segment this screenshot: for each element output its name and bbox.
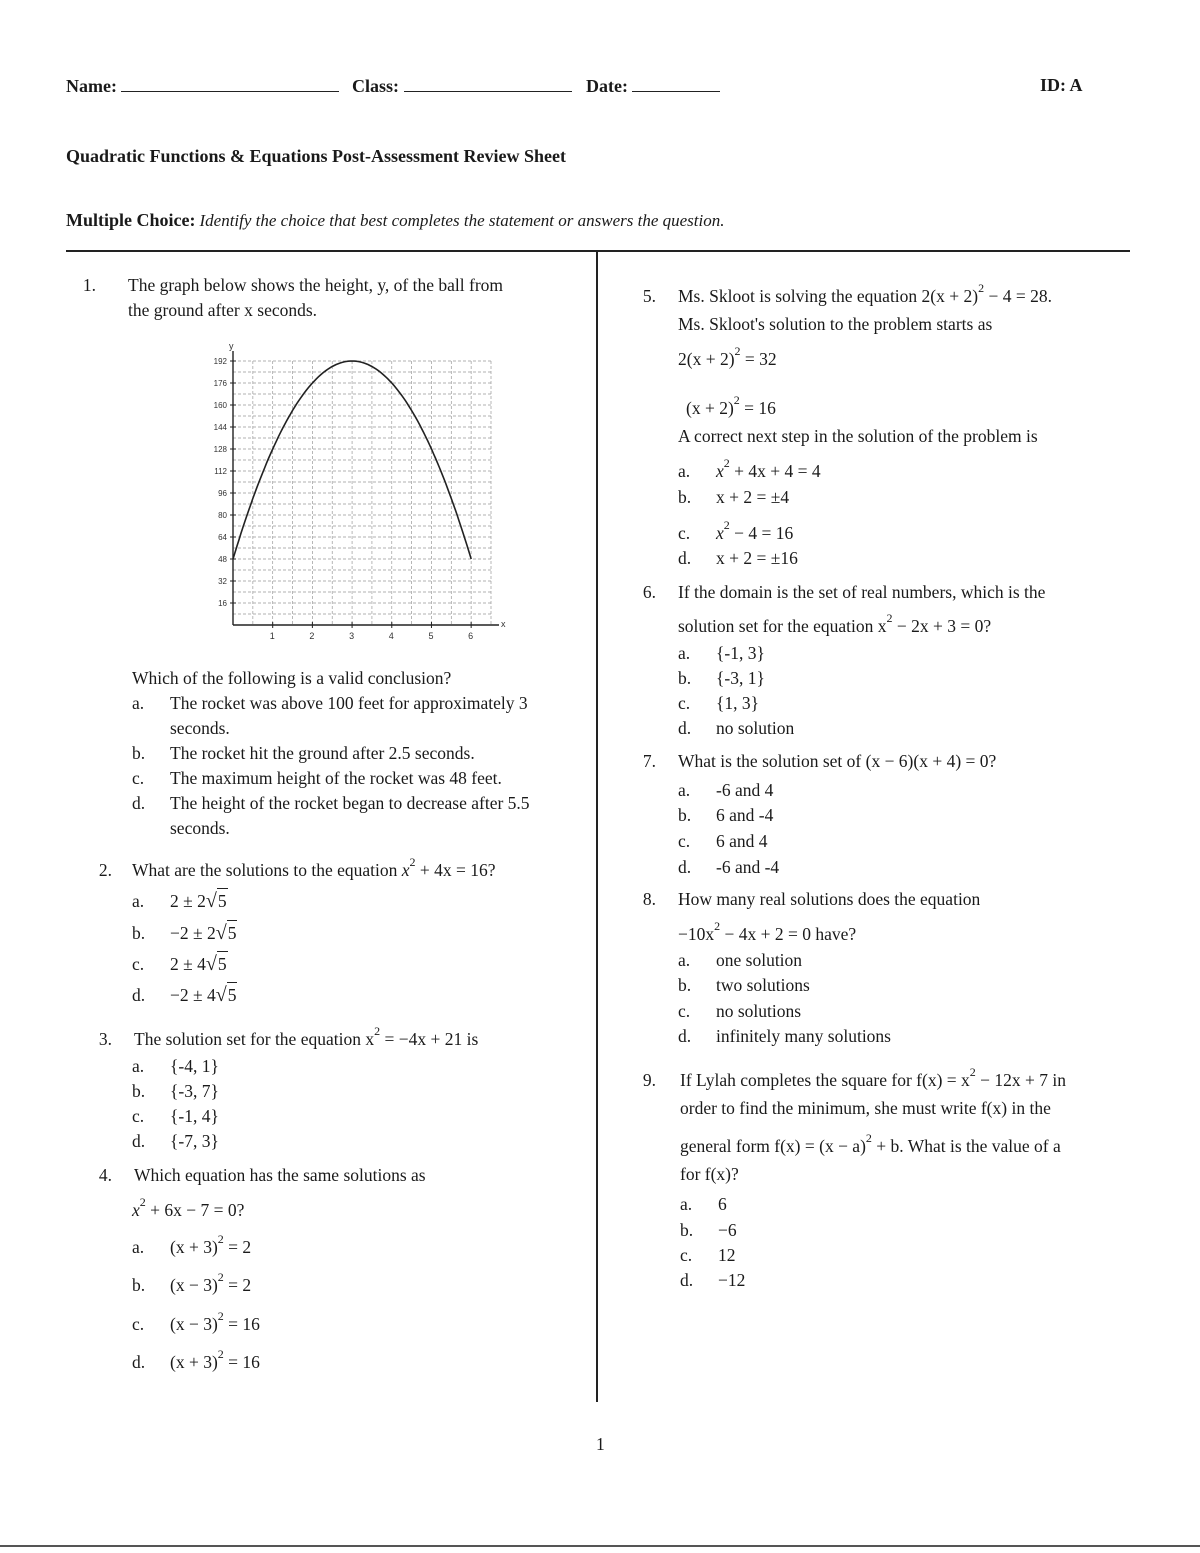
option-exponent: 2 (217, 1270, 224, 1284)
option-letter: a. (132, 1237, 145, 1257)
option-text: 6 and -4 (716, 805, 774, 825)
x-tick-label: 5 (428, 631, 434, 641)
radicand: 5 (227, 982, 238, 1008)
question-text: Which equation has the same solutions as (134, 1165, 426, 1185)
eq-rest: + 6x − 7 = 0? (150, 1200, 245, 1220)
q4-option-b[interactable] (132, 1270, 252, 1300)
option-text: 12 (718, 1245, 736, 1265)
q8-equation (678, 919, 857, 949)
option-letter: a. (132, 693, 145, 713)
option-rest: = 16 (228, 1314, 260, 1334)
option-letter: d. (132, 1352, 146, 1372)
option-letter: a. (678, 780, 691, 800)
option-base: (x − 3) (170, 1314, 218, 1334)
option-base: (x − 3) (170, 1275, 218, 1295)
option-exponent: 2 (217, 1347, 224, 1361)
option-text: The rocket was above 100 feet for approximately 3 (170, 693, 528, 713)
option-base: x (716, 523, 724, 543)
y-tick-label: 48 (218, 555, 227, 564)
y-tick-label: 192 (213, 357, 227, 366)
option-text: 6 and 4 (716, 831, 768, 851)
eq-exponent: 2 (409, 855, 416, 869)
option-rest: = 16 (228, 1352, 260, 1372)
q7-option-b[interactable] (678, 803, 773, 828)
q6-option-b[interactable] (678, 666, 765, 691)
option-letter: b. (132, 1275, 146, 1295)
option-text: 2 ± 2 (170, 891, 206, 911)
question-number: 2. (98, 860, 112, 880)
q9-option-b[interactable] (680, 1218, 737, 1243)
option-letter: c. (680, 1245, 693, 1265)
option-base: x + 2 = ±4 (716, 487, 790, 507)
option-text: The height of the rocket began to decrease after 5.5 (170, 793, 530, 813)
q5-option-c[interactable] (678, 518, 794, 548)
option-exponent: 2 (217, 1309, 224, 1323)
option-text: {1, 3} (716, 693, 760, 713)
option-letter: d. (680, 1270, 694, 1290)
question-text: How many real solutions does the equation (678, 889, 981, 909)
option-exponent: 2 (217, 1232, 224, 1246)
q1-option-b[interactable] (132, 741, 475, 766)
question-6-line2 (678, 611, 992, 641)
option-text: {-1, 4} (170, 1106, 219, 1126)
option-letter: a. (678, 950, 691, 970)
eq-rest: − 4x + 2 = 0 have? (724, 924, 857, 944)
radicand: 5 (217, 888, 228, 914)
option-rest: + 4x + 4 = 4 (734, 461, 821, 481)
q1-option-c[interactable] (132, 766, 502, 791)
y-tick-label: 80 (218, 511, 227, 520)
x-tick-label: 1 (269, 631, 275, 641)
option-letter: d. (132, 793, 146, 813)
eq-var: x (132, 1200, 140, 1220)
q3-option-d[interactable] (132, 1129, 219, 1154)
q2-option-d[interactable] (132, 982, 237, 1008)
option-letter: b. (680, 1220, 694, 1240)
option-letter: a. (678, 461, 691, 481)
option-letter: c. (678, 1001, 691, 1021)
option-text: infinitely many solutions (716, 1026, 891, 1046)
question-text-rest: − 2x + 3 = 0? (896, 616, 992, 636)
radical-icon: √ (215, 984, 227, 1006)
q7-option-c[interactable] (678, 829, 768, 854)
q4-option-d[interactable] (132, 1347, 260, 1377)
name-label: Name: (66, 76, 117, 96)
q5-option-d[interactable] (678, 546, 798, 571)
option-letter: b. (132, 743, 146, 763)
option-text: -6 and -4 (716, 857, 780, 877)
q3-option-c[interactable] (132, 1104, 219, 1129)
class-label: Class: (352, 76, 400, 96)
option-base: x + 2 = ±16 (716, 548, 798, 568)
question-number: 8. (642, 889, 656, 909)
question-text: order to find the minimum, she must write f(x) in the (680, 1098, 1051, 1118)
x-tick-label: 4 (388, 631, 394, 641)
option-letter: c. (678, 693, 691, 713)
q4-option-c[interactable] (132, 1309, 260, 1339)
option-letter: b. (678, 975, 692, 995)
option-text: {-3, 7} (170, 1081, 219, 1101)
q8-option-a[interactable] (678, 948, 802, 973)
class-blank[interactable] (404, 75, 572, 92)
question-text: the ground after x seconds. (128, 300, 318, 320)
date-blank[interactable] (632, 75, 720, 92)
option-letter: c. (132, 1106, 145, 1126)
question-text: Ms. Skloot is solving the equation 2(x + 2) (678, 286, 979, 306)
q9-option-d[interactable] (680, 1268, 745, 1293)
question-text: Ms. Skloot's solution to the problem starts as (678, 314, 993, 334)
y-tick-label: 16 (218, 599, 227, 608)
option-letter: c. (132, 954, 145, 974)
question-number: 1. (82, 275, 96, 295)
q9-option-a[interactable] (680, 1192, 727, 1217)
option-letter: d. (678, 857, 692, 877)
q7-option-d[interactable] (678, 855, 779, 880)
radicand: 5 (217, 951, 228, 977)
q5-option-b[interactable] (678, 485, 789, 510)
option-base: (x + 3) (170, 1237, 218, 1257)
question-text: for f(x)? (680, 1164, 739, 1184)
q6-option-a[interactable] (678, 641, 765, 666)
radical-icon: √ (205, 890, 217, 912)
option-base: x (716, 461, 724, 481)
option-rest: = 2 (228, 1237, 252, 1257)
question-text: The solution set for the equation x (134, 1029, 375, 1049)
q5-option-a[interactable] (678, 456, 821, 486)
q9-option-c[interactable] (680, 1243, 736, 1268)
page-number: 1 (596, 1434, 605, 1454)
question-text-rest: + b. What is the value of a (876, 1136, 1061, 1156)
option-letter: d. (678, 1026, 692, 1046)
q8-option-b[interactable] (678, 973, 810, 998)
option-text-cont: seconds. (170, 818, 230, 838)
page-title: Quadratic Functions & Equations Post-Assessment Review Sheet (66, 146, 567, 166)
option-text: {-7, 3} (170, 1131, 219, 1151)
question-text-rest: − 4 = 28. (988, 286, 1052, 306)
x-axis-label: x (501, 619, 506, 629)
x-tick-label: 6 (468, 631, 474, 641)
y-tick-label: 160 (213, 401, 227, 410)
option-letter: b. (132, 923, 146, 943)
q1-option-a[interactable] (132, 691, 592, 741)
option-rest: − 4 = 16 (734, 523, 794, 543)
height-graph (195, 340, 515, 650)
eq-var: x (401, 860, 410, 880)
question-9-line3 (680, 1131, 1061, 1161)
q6-option-c[interactable] (678, 691, 759, 716)
step-rest: = 32 (744, 349, 777, 369)
question-text: general form f(x) = (x − a) (680, 1136, 866, 1156)
option-letter: a. (678, 643, 691, 663)
option-text: no solution (716, 718, 795, 738)
option-letter: c. (132, 768, 145, 788)
eq-exponent: 2 (969, 1065, 976, 1079)
q7-option-a[interactable] (678, 778, 773, 803)
q4-equation (132, 1195, 245, 1225)
instructions (66, 210, 724, 231)
question-text-rest: = −4x + 21 is (384, 1029, 479, 1049)
scan-edge-line (0, 1545, 1200, 1547)
option-text: -6 and 4 (716, 780, 774, 800)
x-tick-label: 3 (349, 631, 355, 641)
option-letter: d. (678, 718, 692, 738)
option-letter: b. (678, 805, 692, 825)
question-text: The graph below shows the height, y, of the ball from (128, 275, 504, 295)
option-text: one solution (716, 950, 803, 970)
option-letter: c. (678, 523, 691, 543)
q2-option-b[interactable] (132, 920, 237, 946)
question-number: 4. (98, 1165, 112, 1185)
option-text: no solutions (716, 1001, 802, 1021)
option-text: −6 (718, 1220, 737, 1240)
option-text: 2 ± 4 (170, 954, 206, 974)
name-blank[interactable] (121, 75, 339, 92)
q2-option-a[interactable] (132, 888, 228, 914)
option-letter: a. (680, 1194, 693, 1214)
option-letter: b. (678, 668, 692, 688)
q4-option-a[interactable] (132, 1232, 252, 1262)
eq-exponent: 2 (714, 919, 721, 933)
id-label: ID: A (1040, 75, 1083, 95)
q3-option-a[interactable] (132, 1054, 219, 1079)
option-text: −12 (718, 1270, 746, 1290)
y-tick-label: 112 (214, 467, 227, 476)
y-axis-label: y (229, 341, 234, 351)
option-text: two solutions (716, 975, 810, 995)
option-letter: c. (678, 831, 691, 851)
option-letter: c. (132, 1314, 145, 1334)
y-tick-label: 176 (213, 379, 227, 388)
option-text: {-1, 3} (716, 643, 765, 663)
x-tick-label: 2 (309, 631, 315, 641)
eq-exponent: 2 (374, 1024, 381, 1038)
question-text-rest: − 12x + 7 in (980, 1070, 1067, 1090)
header-rule (66, 250, 1130, 252)
option-text: The rocket hit the ground after 2.5 seconds. (170, 743, 475, 763)
question-text: What are the solutions to the equation (132, 860, 398, 880)
step-rest: = 16 (744, 398, 776, 418)
question-number: 7. (642, 751, 656, 771)
q1-option-d[interactable] (132, 791, 592, 841)
instructions-label: Multiple Choice: (66, 210, 196, 230)
graph-axes (229, 341, 506, 629)
step-base: (x + 2) (686, 398, 734, 418)
step-base: 2(x + 2) (678, 349, 735, 369)
option-rest: = 2 (228, 1275, 252, 1295)
eq-exponent: 2 (865, 1131, 872, 1145)
option-text: −2 ± 2 (170, 923, 216, 943)
q5-step-1 (678, 344, 777, 374)
option-exponent: 2 (723, 518, 730, 532)
option-text-cont: seconds. (170, 718, 230, 738)
radical-icon: √ (215, 922, 227, 944)
q6-option-d[interactable] (678, 716, 794, 741)
y-tick-label: 32 (218, 577, 227, 586)
question-number: 3. (98, 1029, 112, 1049)
radical-icon: √ (205, 953, 217, 975)
option-letter: b. (678, 487, 692, 507)
graph-grid (233, 361, 491, 625)
question-text: If the domain is the set of real numbers, which is the (678, 582, 1046, 602)
y-tick-label: 128 (213, 445, 227, 454)
question-1-prompt: Which of the following is a valid conclusion? (132, 668, 452, 688)
eq-exponent: 2 (886, 611, 893, 625)
name-field[interactable] (66, 75, 339, 97)
eq-exponent: 2 (978, 281, 985, 295)
y-tick-label: 96 (218, 489, 227, 498)
step-exponent: 2 (733, 393, 740, 407)
instructions-text: Identify the choice that best completes the statement or answers the question. (199, 211, 725, 230)
eq-exponent: 2 (139, 1195, 146, 1209)
radicand: 5 (227, 920, 238, 946)
question-number: 5. (642, 286, 656, 306)
option-text: −2 ± 4 (170, 985, 216, 1005)
question-number: 6. (642, 582, 656, 602)
question-text: A correct next step in the solution of the problem is (678, 426, 1038, 446)
q8-option-d[interactable] (678, 1024, 891, 1049)
option-text: The maximum height of the rocket was 48 feet. (170, 768, 502, 788)
option-letter: d. (678, 548, 692, 568)
option-letter: d. (132, 1131, 146, 1151)
question-number: 9. (642, 1070, 656, 1090)
class-field[interactable] (352, 75, 572, 97)
q5-step-2 (686, 393, 776, 423)
column-divider (596, 252, 598, 1402)
option-text: 6 (718, 1194, 727, 1214)
option-letter: b. (132, 1081, 146, 1101)
option-letter: a. (132, 1056, 145, 1076)
question-text: If Lylah completes the square for f(x) = x (680, 1070, 970, 1090)
step-exponent: 2 (734, 344, 741, 358)
option-text: {-3, 1} (716, 668, 765, 688)
q2-option-c[interactable] (132, 951, 228, 977)
eq-rest: + 4x = 16? (419, 860, 496, 880)
option-letter: a. (132, 891, 145, 911)
question-text: What is the solution set of (x − 6)(x + 4) = 0? (678, 751, 997, 771)
option-letter: d. (132, 985, 146, 1005)
option-exponent: 2 (723, 456, 730, 470)
date-field[interactable] (586, 75, 720, 97)
question-text: solution set for the equation x (678, 616, 887, 636)
option-text: {-4, 1} (170, 1056, 219, 1076)
q8-option-c[interactable] (678, 999, 801, 1024)
q3-option-b[interactable] (132, 1079, 219, 1104)
eq-base: −10x (678, 924, 715, 944)
y-tick-label: 144 (213, 423, 227, 432)
date-label: Date: (586, 76, 628, 96)
option-base: (x + 3) (170, 1352, 218, 1372)
y-tick-label: 64 (218, 533, 227, 542)
